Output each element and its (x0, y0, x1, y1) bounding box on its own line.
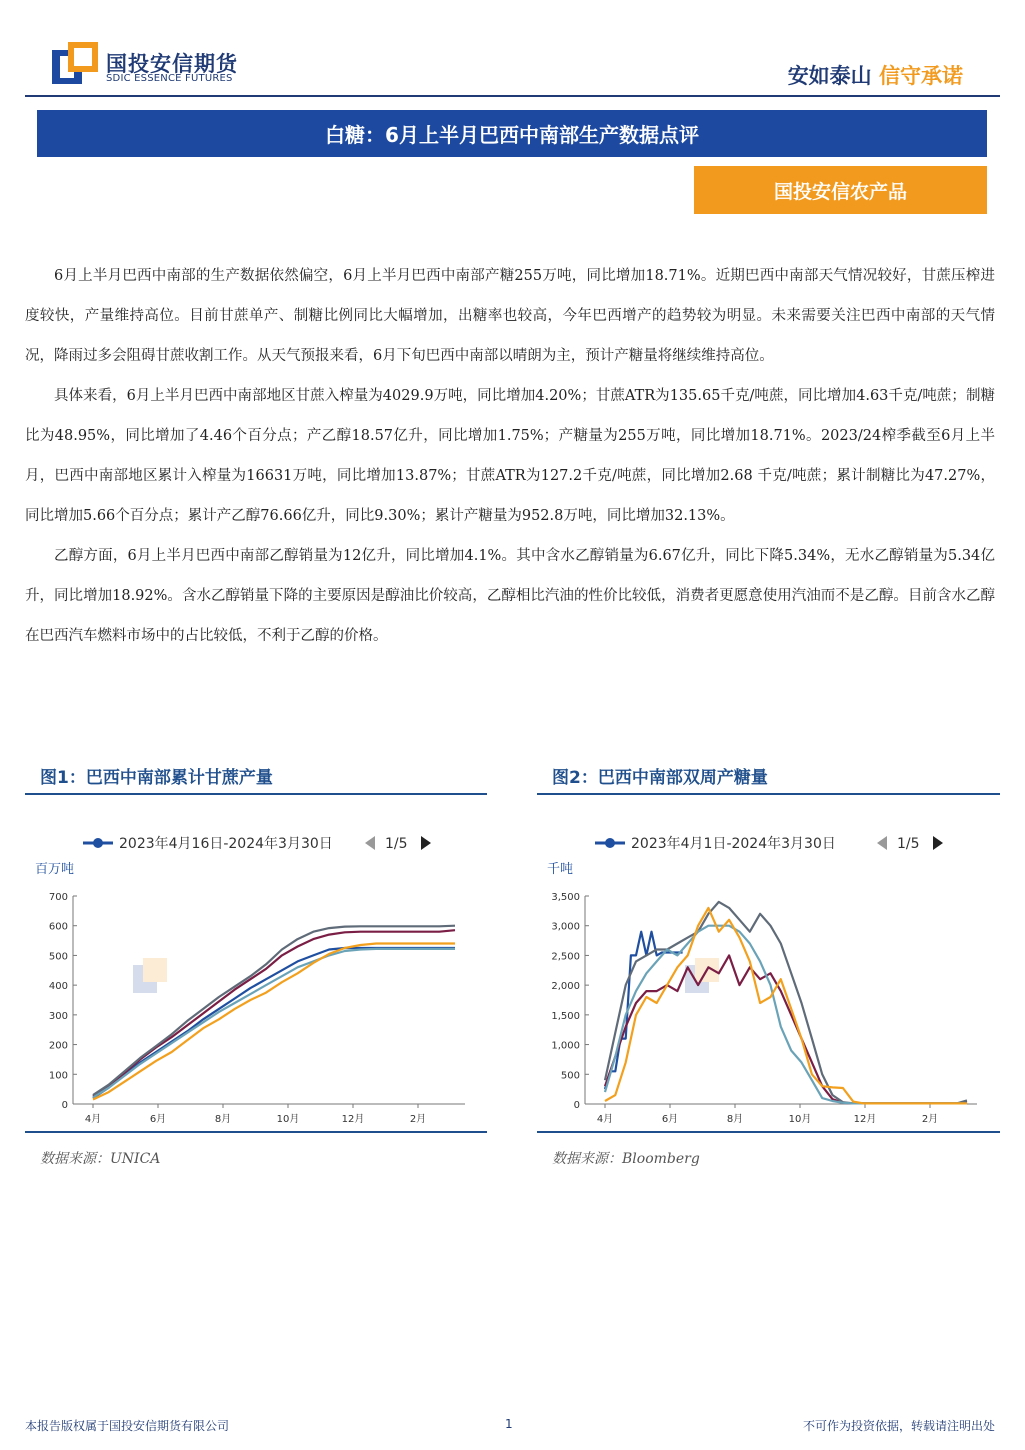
y-tick-label: 500 (48, 951, 68, 963)
figure-1-top-rule (25, 793, 487, 795)
y-tick-label: 1,500 (551, 1010, 580, 1022)
x-tick-label: 8月 (214, 1114, 232, 1125)
report-title: 白糖：6月上半月巴西中南部生产数据点评 (37, 110, 987, 157)
y-tick-label: 600 (48, 921, 68, 933)
report-body (25, 256, 995, 656)
figure-2-chart (537, 820, 1000, 1128)
pager-label: 1/5 (897, 836, 920, 852)
y-axis-unit: 千吨 (547, 862, 574, 877)
y-tick-label: 2,500 (551, 951, 580, 963)
y-tick-label: 700 (48, 892, 68, 903)
x-tick-label: 2月 (921, 1114, 939, 1125)
pager-label: 1/5 (385, 836, 408, 852)
paragraph-3: 乙醇方面，6月上半月巴西中南部乙醇销量为12亿升，同比增加4.1%。其中含水乙醇销量为6.67亿升，同比下降5.34%，无水乙醇销量为5.34亿升，同比增加18.92%。含水乙醇销量下降的主要原因是醇油比价较高，乙醇相比汽油的性价比较低，消费者更愿意使用汽油而不是乙醇。目前含水乙醇在巴西汽车燃料市场中的占比较低，不利于乙醇的价格。 (25, 548, 995, 644)
figure-2-title: 图2：巴西中南部双周产糖量 (552, 768, 768, 788)
slogan (788, 60, 963, 90)
watermark-logo-icon (133, 958, 167, 993)
footer-disclaimer: 不可作为投资依据，转载请注明出处 (802, 1419, 995, 1433)
category-tag: 国投安信农产品 (694, 166, 987, 214)
y-tick-label: 2,000 (551, 981, 580, 993)
y-tick-label: 500 (560, 1070, 580, 1082)
legend-label: 2023年4月1日-2024年3月30日 (631, 836, 836, 852)
y-tick-label: 1,000 (551, 1040, 580, 1052)
y-tick-label: 0 (573, 1100, 580, 1111)
legend-marker (605, 838, 615, 848)
pager-prev-icon (877, 836, 887, 850)
slogan-part-1: 安如泰山 (787, 64, 872, 88)
figure-2-top-rule (537, 793, 1000, 795)
watermark-logo-icon (685, 958, 719, 993)
pager-prev-icon (365, 836, 375, 850)
paragraph-1: 6月上半月巴西中南部的生产数据依然偏空，6月上半月巴西中南部产糖255万吨，同比增加18.71%。近期巴西中南部天气情况较好，甘蔗压榨进度较快，产量维持高位。目前甘蔗单产、制糖比例同比大幅增加，出糖率也较高，今年巴西增产的趋势较为明显。未来需要关注巴西中南部的天气情况，降雨过多会阻碍甘蔗收割工作。从天气预报来看，6月下旬巴西中南部以晴朗为主，预计产糖量将继续维持高位。 (25, 268, 995, 364)
series-line-2 (605, 955, 967, 1103)
y-tick-label: 400 (48, 981, 68, 993)
x-tick-label: 12月 (341, 1114, 365, 1125)
figure-1-source: 数据来源：UNICA (40, 1151, 161, 1167)
company-logo-icon (52, 42, 98, 86)
footer-copyright: 本报告版权属于国投安信期货有限公司 (25, 1419, 230, 1433)
series-line-4 (605, 926, 967, 1104)
y-tick-label: 0 (61, 1100, 68, 1111)
legend-marker (93, 838, 103, 848)
x-tick-label: 2月 (409, 1114, 427, 1125)
x-tick-label: 6月 (661, 1114, 679, 1125)
series-line-3 (93, 926, 455, 1095)
x-tick-label: 6月 (149, 1114, 167, 1125)
x-tick-label: 10月 (276, 1114, 300, 1125)
x-tick-label: 10月 (788, 1114, 812, 1125)
figure-2-bottom-rule (537, 1131, 1000, 1133)
series-line-1 (605, 932, 683, 1089)
figure-1-bottom-rule (25, 1131, 487, 1133)
figure-1-title: 图1：巴西中南部累计甘蔗产量 (40, 768, 273, 788)
x-tick-label: 4月 (596, 1114, 614, 1125)
series-line-2 (93, 930, 455, 1096)
header-divider (25, 95, 1000, 97)
y-tick-label: 200 (48, 1040, 68, 1052)
slogan-part-2: 信守承诺 (879, 64, 963, 88)
page-number: 1 (505, 1417, 513, 1431)
x-tick-label: 12月 (853, 1114, 877, 1125)
y-tick-label: 300 (48, 1010, 68, 1022)
logo-name-cn: 国投安信期货 (106, 52, 238, 76)
x-tick-label: 8月 (726, 1114, 744, 1125)
pager-next-icon (421, 836, 431, 850)
figure-1-chart (25, 820, 487, 1128)
figure-2-source: 数据来源：Bloomberg (552, 1151, 700, 1167)
legend-label: 2023年4月16日-2024年3月30日 (119, 836, 333, 852)
y-tick-label: 3,500 (551, 892, 580, 903)
y-tick-label: 3,000 (551, 921, 580, 933)
y-tick-label: 100 (48, 1070, 68, 1082)
paragraph-2: 具体来看，6月上半月巴西中南部地区甘蔗入榨量为4029.9万吨，同比增加4.20%；甘蔗ATR为135.65千克/吨蔗，同比增加4.63千克/吨蔗；制糖比为48.95%，同比增加了4.46个百分点；产乙醇18.57亿升，同比增加1.75%；产糖量为255万吨，同比增加18.71%。2023/24榨季截至6月上半月，巴西中南部地区累计入榨量为16631万吨，同比增加13.87%；甘蔗ATR为127.2千克/吨蔗，同比增加2.68 千克/吨蔗；累计制糖比为47.27%，同比增加5.66个百分点；累计产乙醇76.66亿升，同比9.30%；累计产糖量为952.8万吨，同比增加32.13%。 (25, 388, 995, 524)
y-axis-unit: 百万吨 (35, 862, 75, 877)
pager-next-icon (933, 836, 943, 850)
x-tick-label: 4月 (84, 1114, 102, 1125)
logo-name-en: SDIC ESSENCE FUTURES (106, 73, 233, 84)
